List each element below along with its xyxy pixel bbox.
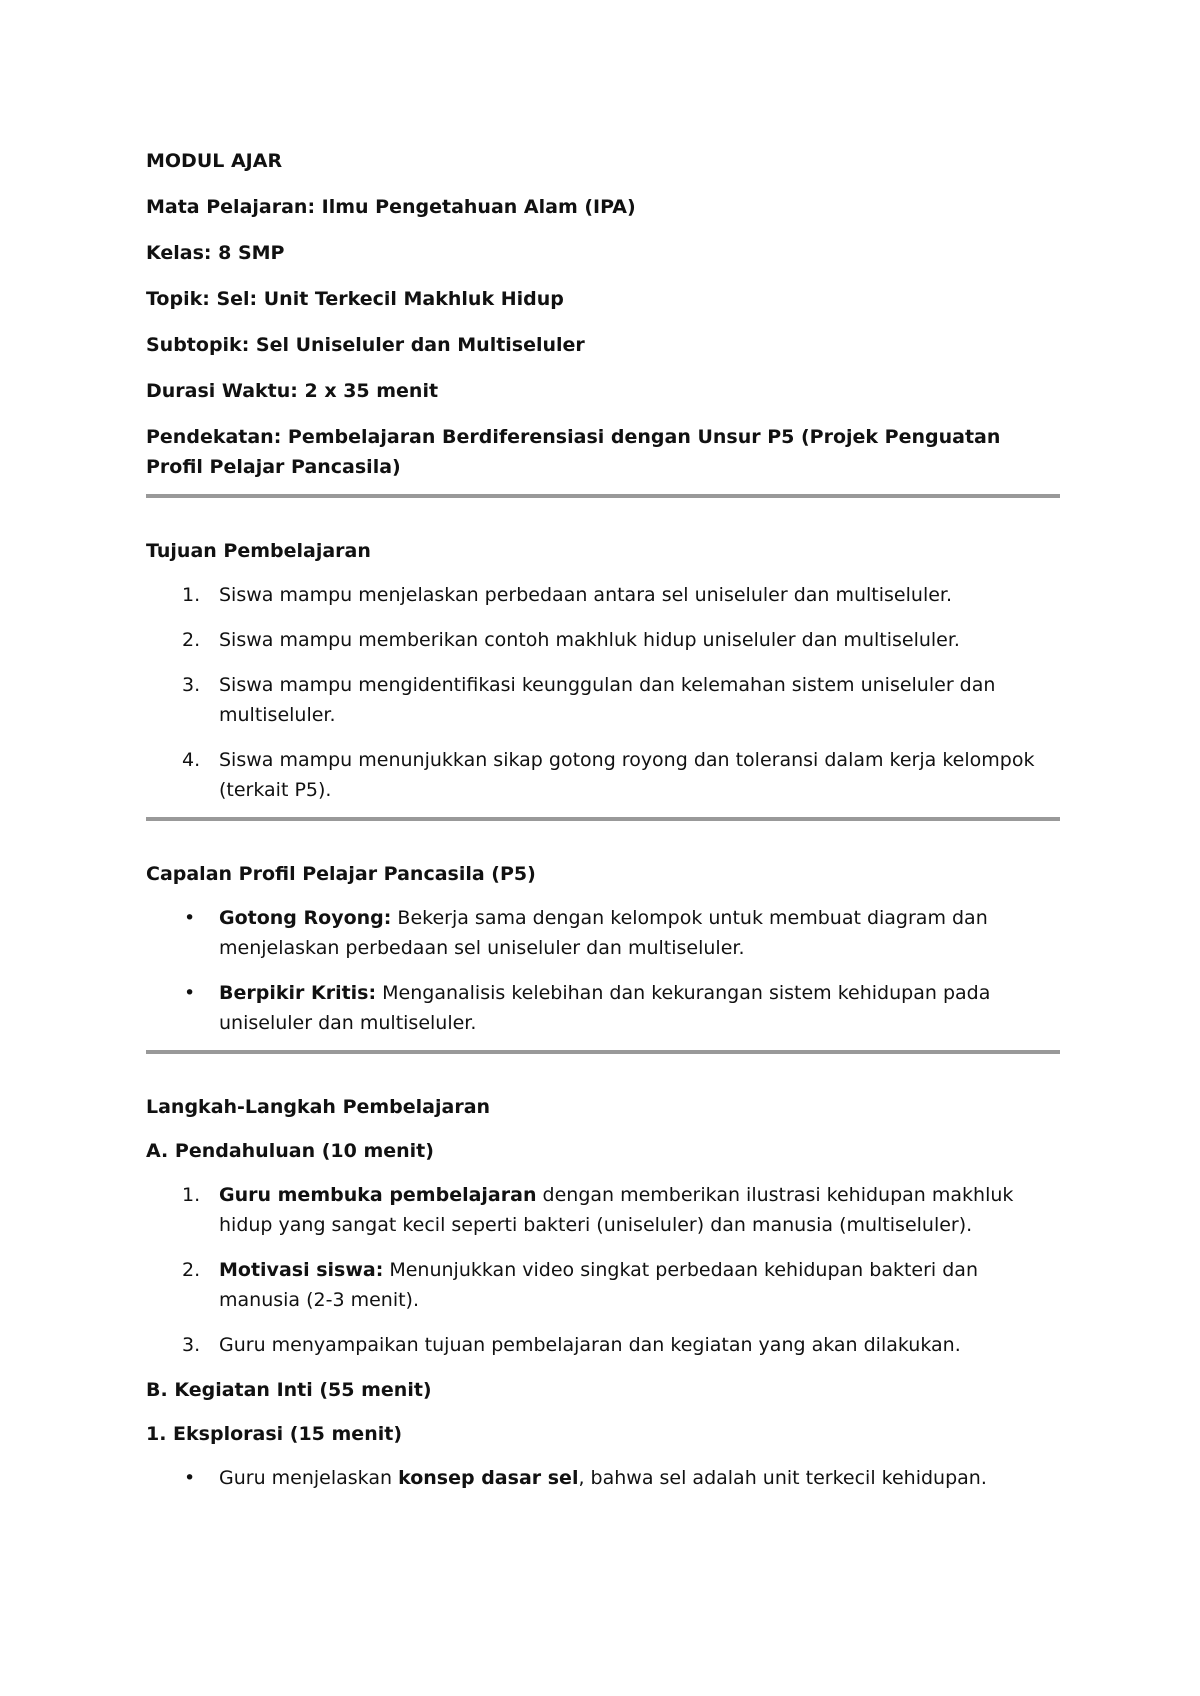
list-text: Guru menjelaskan: [219, 1467, 399, 1489]
core-heading: B. Kegiatan Inti (55 menit): [146, 1379, 432, 1401]
list-item: [146, 745, 1060, 805]
explore-list: [146, 1463, 1060, 1493]
list-text: dengan memberikan ilustrasi kehidupan makhluk hidup yang sangat kecil seperti bakteri (uniseluler) dan manusia (multiseluler).: [219, 1184, 1014, 1236]
section-divider: [146, 494, 1060, 498]
list-text: Siswa mampu menunjukkan sikap gotong royong dan toleransi dalam kerja kelompok (terkait P5).: [219, 749, 1035, 801]
section-divider: [146, 1050, 1060, 1054]
list-bold-text: Guru membuka pembelajaran: [219, 1184, 537, 1206]
profile-heading: Capalan Profil Pelajar Pancasila (P5): [146, 863, 536, 885]
intro-list: [146, 1180, 1060, 1360]
list-item: [146, 1330, 1060, 1360]
bullet-icon: •: [184, 1467, 196, 1489]
intro-heading: A. Pendahuluan (10 menit): [146, 1140, 434, 1162]
list-text: Siswa mampu mengidentifikasi keunggulan dan kelemahan sistem uniseluler dan multiseluler.: [219, 674, 996, 726]
list-text: , bahwa sel adalah unit terkecil kehidupan.: [578, 1467, 987, 1489]
explore-heading: 1. Eksplorasi (15 menit): [146, 1423, 402, 1445]
list-item: [146, 580, 1060, 610]
objectives-heading: Tujuan Pembelajaran: [146, 540, 371, 562]
list-text: Guru menyampaikan tujuan pembelajaran dan kegiatan yang akan dilakukan.: [219, 1334, 961, 1356]
section-divider: [146, 817, 1060, 821]
list-text: Siswa mampu menjelaskan perbedaan antara sel uniseluler dan multiseluler.: [219, 584, 953, 606]
list-item: [146, 670, 1060, 730]
list-text: Menganalisis kelebihan dan kekurangan sistem kehidupan pada uniseluler dan multiseluler.: [219, 982, 991, 1034]
list-bold-text: Gotong Royong:: [219, 907, 392, 929]
list-item: [146, 903, 1060, 963]
list-number: 1.: [182, 1184, 201, 1206]
steps-heading: Langkah-Langkah Pembelajaran: [146, 1096, 491, 1118]
list-number: 2.: [182, 1259, 201, 1281]
bullet-icon: •: [184, 907, 196, 929]
list-number: 1.: [182, 584, 201, 606]
duration-line: Durasi Waktu: 2 x 35 menit: [146, 380, 439, 402]
list-item: [146, 978, 1060, 1038]
list-item: [146, 1180, 1060, 1240]
subtopic-line: Subtopik: Sel Uniseluler dan Multiseluler: [146, 334, 585, 356]
list-text: Menunjukkan video singkat perbedaan kehidupan bakteri dan manusia (2-3 menit).: [219, 1259, 978, 1311]
document-title: MODUL AJAR: [146, 150, 283, 172]
class-line: Kelas: 8 SMP: [146, 242, 285, 264]
list-number: 2.: [182, 629, 201, 651]
document-content: [146, 146, 1060, 1508]
list-item: [146, 1463, 1060, 1493]
subject-line: Mata Pelajaran: Ilmu Pengetahuan Alam (IPA): [146, 196, 636, 218]
list-bold-text: Motivasi siswa:: [219, 1259, 384, 1281]
list-bold-text: Berpikir Kritis:: [219, 982, 377, 1004]
list-text: Bekerja sama dengan kelompok untuk membuat diagram dan menjelaskan perbedaan sel uniseluler dan multiseluler.: [219, 907, 988, 959]
list-text: Siswa mampu memberikan contoh makhluk hidup uniseluler dan multiseluler.: [219, 629, 960, 651]
approach-line: Pendekatan: Pembelajaran Berdiferensiasi dengan Unsur P5 (Projek Penguatan Profil Pelajar Pancasila): [146, 426, 1001, 478]
topic-line: Topik: Sel: Unit Terkecil Makhluk Hidup: [146, 288, 564, 310]
list-item: [146, 1255, 1060, 1315]
list-number: 3.: [182, 1334, 201, 1356]
bullet-icon: •: [184, 982, 196, 1004]
objectives-list: [146, 580, 1060, 805]
list-bold-text: konsep dasar sel: [398, 1467, 579, 1489]
list-number: 4.: [182, 749, 201, 771]
list-number: 3.: [182, 674, 201, 696]
list-item: [146, 625, 1060, 655]
profile-list: [146, 903, 1060, 1038]
